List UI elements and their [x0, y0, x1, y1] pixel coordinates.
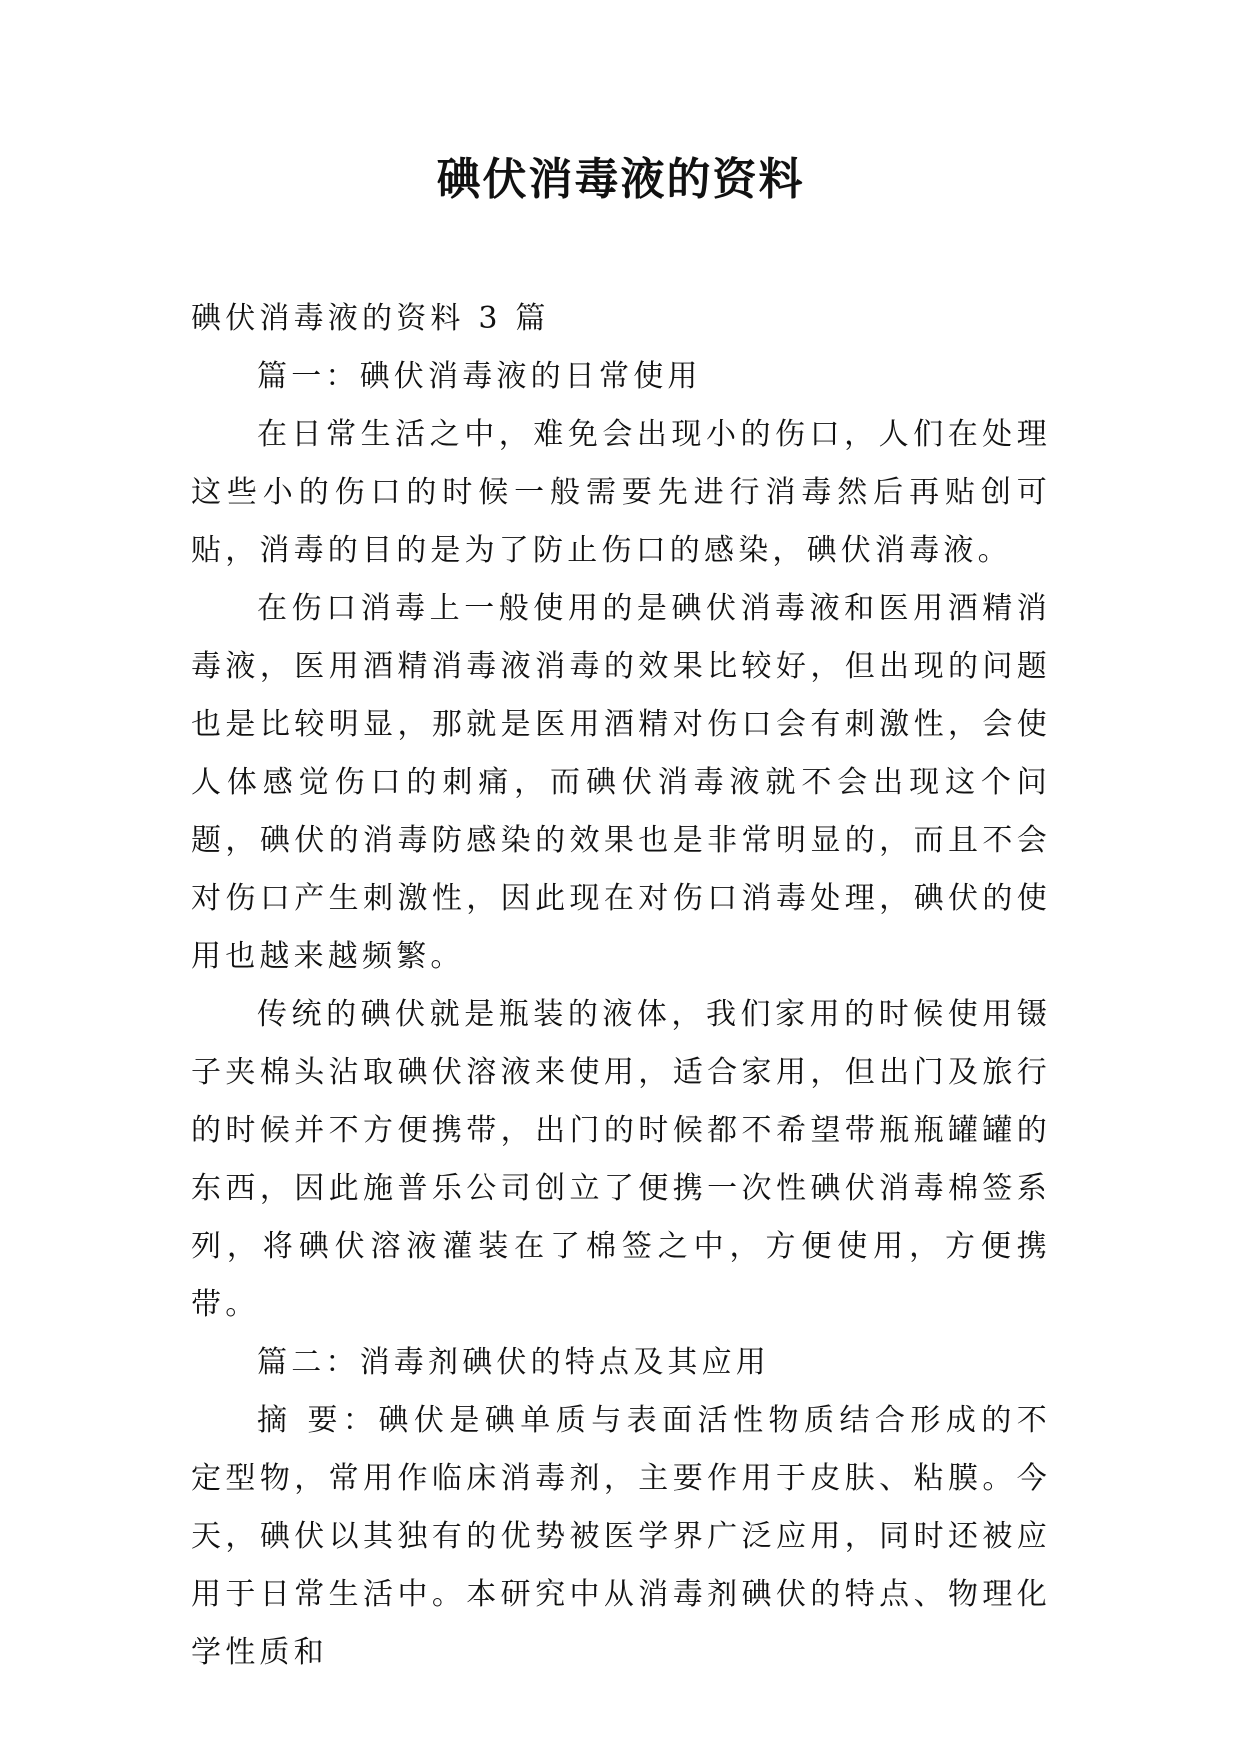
paragraph: 篇二：消毒剂碘伏的特点及其应用: [257, 1345, 770, 1380]
paragraph: 摘 要：碘伏是碘单质与表面活性物质结合形成的不定型物，常用作临床消毒剂，主要作用于皮肤、粘膜。今天，碘伏以其独有的优势被医学界广泛应用，同时还被应用于日常生活中。本研究中从消毒剂碘伏的特点、物理化学性质和: [191, 1403, 1051, 1670]
paragraph: 碘伏消毒液的资料 3 篇: [191, 301, 550, 336]
paragraph: 在日常生活之中，难免会出现小的伤口，人们在处理这些小的伤口的时候一般需要先进行消毒然后再贴创可贴，消毒的目的是为了防止伤口的感染，碘伏消毒液。: [191, 417, 1051, 568]
document-title: 碘伏消毒液的资料: [436, 154, 805, 205]
document-body: [191, 290, 1051, 1682]
paragraph: 篇一：碘伏消毒液的日常使用: [257, 359, 702, 394]
paragraph: 在伤口消毒上一般使用的是碘伏消毒液和医用酒精消毒液，医用酒精消毒液消毒的效果比较好，但出现的问题也是比较明显，那就是医用酒精对伤口会有刺激性，会使人体感觉伤口的刺痛，而碘伏消毒液就不会出现这个问题，碘伏的消毒防感染的效果也是非常明显的，而且不会对伤口产生刺激性，因此现在对伤口消毒处理，碘伏的使用也越来越频繁。: [191, 591, 1051, 974]
paragraph: 传统的碘伏就是瓶装的液体，我们家用的时候使用镊子夹棉头沾取碘伏溶液来使用，适合家用，但出门及旅行的时候并不方便携带，出门的时候都不希望带瓶瓶罐罐的东西，因此施普乐公司创立了便携一次性碘伏消毒棉签系列，将碘伏溶液灌装在了棉签之中，方便使用，方便携带。: [191, 997, 1051, 1322]
